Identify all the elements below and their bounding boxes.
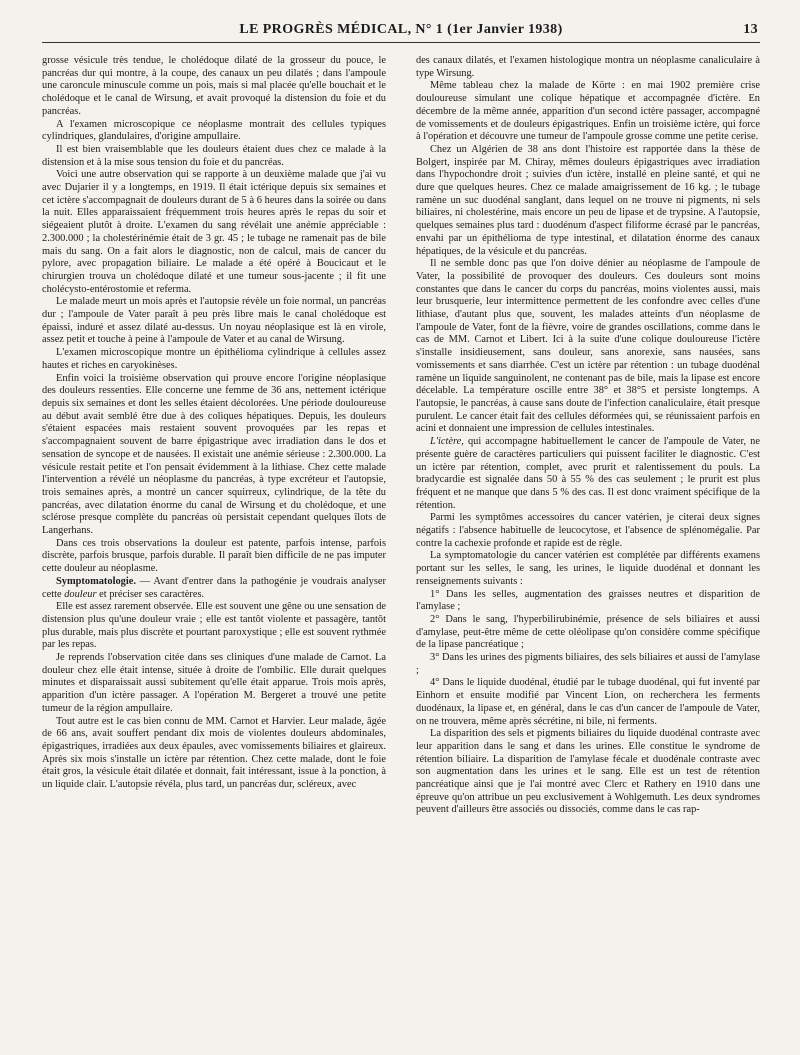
paragraph: Je reprends l'observation citée dans ses cliniques d'une malade de Carnot. La douleur chez elle était intense, située à droite de l'ombilic. Elle durait quelques minutes et disparaissait aussi subitement qu'elle était apparue. Trois mois après, apparition d'un ictère passager. A l'opération M. Bergeret a trouvé une petite tumeur de la région ampullaire. bbox=[42, 652, 386, 714]
paragraph: Il est bien vraisemblable que les douleurs étaient dues chez ce malade à la distension et à la mise sous tension du foie et du pancréas. bbox=[42, 143, 386, 168]
section-heading: Symptomatologie. bbox=[56, 575, 136, 587]
list-item: 2° Dans le sang, l'hyperbilirubinémie, présence de sels biliaires et aussi d'amylase, peut-être même de cette oléolipase qu'on considère comme spécifique de la lipase pancréatique ; bbox=[416, 613, 760, 651]
paragraph: A l'examen microscopique ce néoplasme montrait des cellules typiques cylindriques, glandulaires, d'origine ampullaire. bbox=[42, 118, 386, 143]
paragraph: Enfin voici la troisième observation qui prouve encore l'origine néoplasique des douleurs ressenties. Elle concerne une femme de 36 ans, nettement ictérique depuis six semaines et dont les selles étaient décolorées. Une période douloureuse au début avait semblé être due à des coliques hépatiques. Depuis, les douleurs s'étaient espacées mais restaient souvent provoquées par les repas et s'accompagnaient souvent de barre épigastrique avec irradiation dans le dos et sensation de syncope et de nausées. Il existait une anémie sérieuse : 2.300.000. La vésicule restait petite et l'on pensait évidemment à la lithiase. Chez cette malade l'intervention a révélé un néoplasme du pancréas, à type excréteur et l'autopsie, trois semaines après, a montré un cancer squirreux, cylindrique, de la tête du pancréas, avec dilatation énorme du canal de Wirsung et du cholédoque, et une sclérose presque complète du pancréas où persistait cependant quelques îlots de Langerhans. bbox=[42, 372, 386, 537]
paragraph: Tout autre est le cas bien connu de MM. Carnot et Harvier. Leur malade, âgée de 66 ans, avait souffert pendant dix mois de violentes douleurs abdominales, épigastriques, irradiées aux deux épaules, avec vomissements biliaires et glaireux. Après six mois s'installe un ictère par rétention. Chez cette malade, dont le foie était gros, la vésicule était dilatée et donnait, fait intéressant, issue à la ponction, à un liquide clair. L'autopsie révéla, plus tard, un pancréas dur, scléreux, avec bbox=[42, 715, 386, 791]
emphasis-text: douleur bbox=[64, 588, 97, 600]
paragraph: La disparition des sels et pigments biliaires du liquide duodénal contraste avec leur apparition dans le sang et dans les urines. Elle constitue le syndrome de rétention biliaire. La disparition de l'amylase fécale et duodénale contraste avec son augmentation dans les urines et le sang. Elle est un test de rétention pancréatique ainsi que je l'ai montré avec Clerc et Rathery en 1910 dans une épreuve qu'on attribue un peu exclusivement à Wohlgemuth. Les deux syndromes peuvent d'ailleurs être associés ou dissociés, comme dans le cas rap- bbox=[416, 728, 760, 816]
paragraph: Elle est assez rarement observée. Elle est souvent une gêne ou une sensation de distension plus qu'une douleur vraie ; elle est tantôt violente et passagère, tantôt plus durable, mais plus discrète et pourtant paroxystique ; elle est souvent rythmée par les repas. bbox=[42, 601, 386, 651]
journal-title: LE PROGRÈS MÉDICAL, N° 1 (1er Janvier 1938) bbox=[239, 22, 563, 37]
paragraph: des canaux dilatés, et l'examen histologique montra un néoplasme canaliculaire à type Wirsung. bbox=[416, 55, 760, 79]
text-run: — Avant d'entrer dans la pathogénie je voudrais analyser cette bbox=[42, 575, 386, 600]
list-item: 1° Dans les selles, augmentation des graisses neutres et disparition de l'amylase ; bbox=[416, 588, 760, 613]
emphasis-text: L'ictère, bbox=[430, 436, 464, 448]
paragraph: grosse vésicule très tendue, le cholédoque dilaté de la grosseur du pouce, le pancréas dur qui montre, à la coupe, des canaux un peu dilatés ; dans l'ampoule une caroncule minuscule comme un pois, mais si mal placée qu'elle bouchait et le cholédoque et le canal de Wirsung, et avait provoqué la distension du foie et du pancréas. bbox=[42, 55, 386, 117]
paragraph: Dans ces trois observations la douleur est patente, parfois intense, parfois discrète, parfois brusque, parfois durable. Il paraît bien difficile de ne pas imputer cette douleur au néoplasme. bbox=[42, 537, 386, 575]
page-number: 13 bbox=[743, 22, 758, 37]
left-column bbox=[42, 55, 386, 817]
text-run: et préciser ses caractères. bbox=[96, 588, 205, 600]
list-item: 3° Dans les urines des pigments biliaires, des sels biliaires et aussi de l'amylase ; bbox=[416, 652, 760, 676]
paragraph: La symptomatologie du cancer vatérien est complétée par différents examens portant sur les selles, le sang, les urines, le liquide duodénal et donnant les renseignements suivants : bbox=[416, 550, 760, 587]
paragraph: L'examen microscopique montre un épithélioma cylindrique à cellules assez hautes et riches en caryokinèses. bbox=[42, 347, 386, 371]
two-column-body bbox=[42, 55, 760, 817]
icterus-paragraph bbox=[416, 436, 760, 512]
paragraph: Il ne semble donc pas que l'on doive dénier au néoplasme de l'ampoule de Vater, la possibilité de provoquer des douleurs. Ces douleurs sont moins constantes que dans le cancer du corps du pancréas, moins violentes aussi, mais leur brusquerie, leur intermittence permettent de les confondre avec celles d'une lithiase, d'autant plus que, souvent, les malades atteints d'un néoplasme de l'ampoule de Vater, font de la fièvre, voire de grandes oscillations, comme dans le cas de MM. Carnot et Libert. Ici à la suite d'une colique douloureuse l'ictère s'installe insidieusement, sans douleur, sans anorexie, sans nausées, sans vomissements et sans diarrhée. C'est un ictère par rétention : un tubage duodénal ramène un liquide sanguinolent, ne contenant pas de bile, mais la lipase est encore décelable. La température oscille entre 38° et 38°5 et persiste longtemps. A l'autopsie, le pancréas, à cause sans doute de l'infection canaliculaire, était presque purulent. Le cancer était fait des cellules déformées qui, se réunissaient parfois en acini et donnaient une impression de cellules intestinales. bbox=[416, 258, 760, 435]
symptomatology-paragraph bbox=[42, 576, 386, 601]
list-item: 4° Dans le liquide duodénal, étudié par le tubage duodénal, qui fut inventé par Einhorn et ensuite modifié par Vincent Lion, on recherchera les ferments duodénaux, la lipase et, en général, dans le cas d'un cancer de l'ampoule de Vater, on ne trouvera, même après sécrétine, ni bile, ni ferments. bbox=[416, 677, 760, 727]
paragraph: Parmi les symptômes accessoires du cancer vatérien, je citerai deux signes négatifs : l'absence habituelle de leucocytose, et l'absence de splénomégalie. Par contre la cachexie profonde et rapide est de règle. bbox=[416, 512, 760, 549]
running-header bbox=[42, 20, 760, 43]
paragraph: Chez un Algérien de 38 ans dont l'histoire est rapportée dans la thèse de Bolgert, inspirée par M. Chiray, mêmes douleurs épigastriques avec irradiation dans l'hypochondre droit ; suivies d'un ictère, installé en pleine santé, et qui ne dure que quelques heures. Chez ce malade amaigrissement de 16 kg. ; le tubage ramène un suc duodénal sanglant, dans lequel on ne trouve ni pigments, ni sels biliaires, ni cholestérine, mais encore un peu de lipase et de trypsine. A l'autopsie, quelques semaines plus tard : duodénum d'aspect filiforme écrasé par le pancréas, envahi par un épithélioma de type intestinal, et dilatation énorme des canaux hépatiques, de la vésicule et du pancréas. bbox=[416, 143, 760, 257]
text-run: qui accompagne habituellement le cancer de l'ampoule de Vater, ne présente guère de caractères particuliers qui puissent faciliter le diagnostic. C'est un ictère par rétention, complet, avec prurit et ralentissement du pouls. La bradycardie est signalée dans 50 à 55 % des cas seulement ; le prurit est plus fréquent et ne manque que dans 5 % des cas. Il est donc vraiment spécifique de la rétention. bbox=[416, 436, 760, 511]
paragraph: Le malade meurt un mois après et l'autopsie révèle un foie normal, un pancréas dur ; l'ampoule de Vater paraît à peu près libre mais le canal cholédoque est épaissi, induré et assez dilaté au-dessus. Un noyau néoplasique est là en virole, assez petit et touche à peine à l'ampoule de Vater et au canal de Wirsung. bbox=[42, 296, 386, 346]
paragraph: Voici une autre observation qui se rapporte à un deuxième malade que j'ai vu avec Dujarier il y a longtemps, en 1919. Il était ictérique depuis six semaines et cet ictère s'accompagnait de douleurs durant de 5 à 6 heures dans la soirée ou dans la nuit. Elles apparaissaient fréquemment trois heures après le repas du soir et siégeaient plutôt à droite. L'examen du sang révélait une anémie appréciable : 2.300.000 ; la cholestérinémie était de 3 gr. 45 ; le tubage ne ramenait pas de bile mais du sang. On a fait alors le diagnostic, non de calcul, mais de cancer du pylore, avec propagation biliaire. Le malade a été opéré à Boucicaut et le chirurgien trouva un cholédoque dilaté et une tumeur sous-jacente ; il fit une cholécysto-entérostomie et referma. bbox=[42, 169, 386, 295]
right-column bbox=[416, 55, 760, 817]
paragraph: Même tableau chez la malade de Körte : en mai 1902 première crise douloureuse simulant une colique hépatique et accompagnée d'ictère. En décembre de la même année, apparition d'un second ictère passager, accompagné de vomissements et de douleurs épigastriques. Enfin un troisième ictère, qui force à l'opération et découvre une tumeur de l'ampoule grosse comme une petite cerise. bbox=[416, 80, 760, 143]
